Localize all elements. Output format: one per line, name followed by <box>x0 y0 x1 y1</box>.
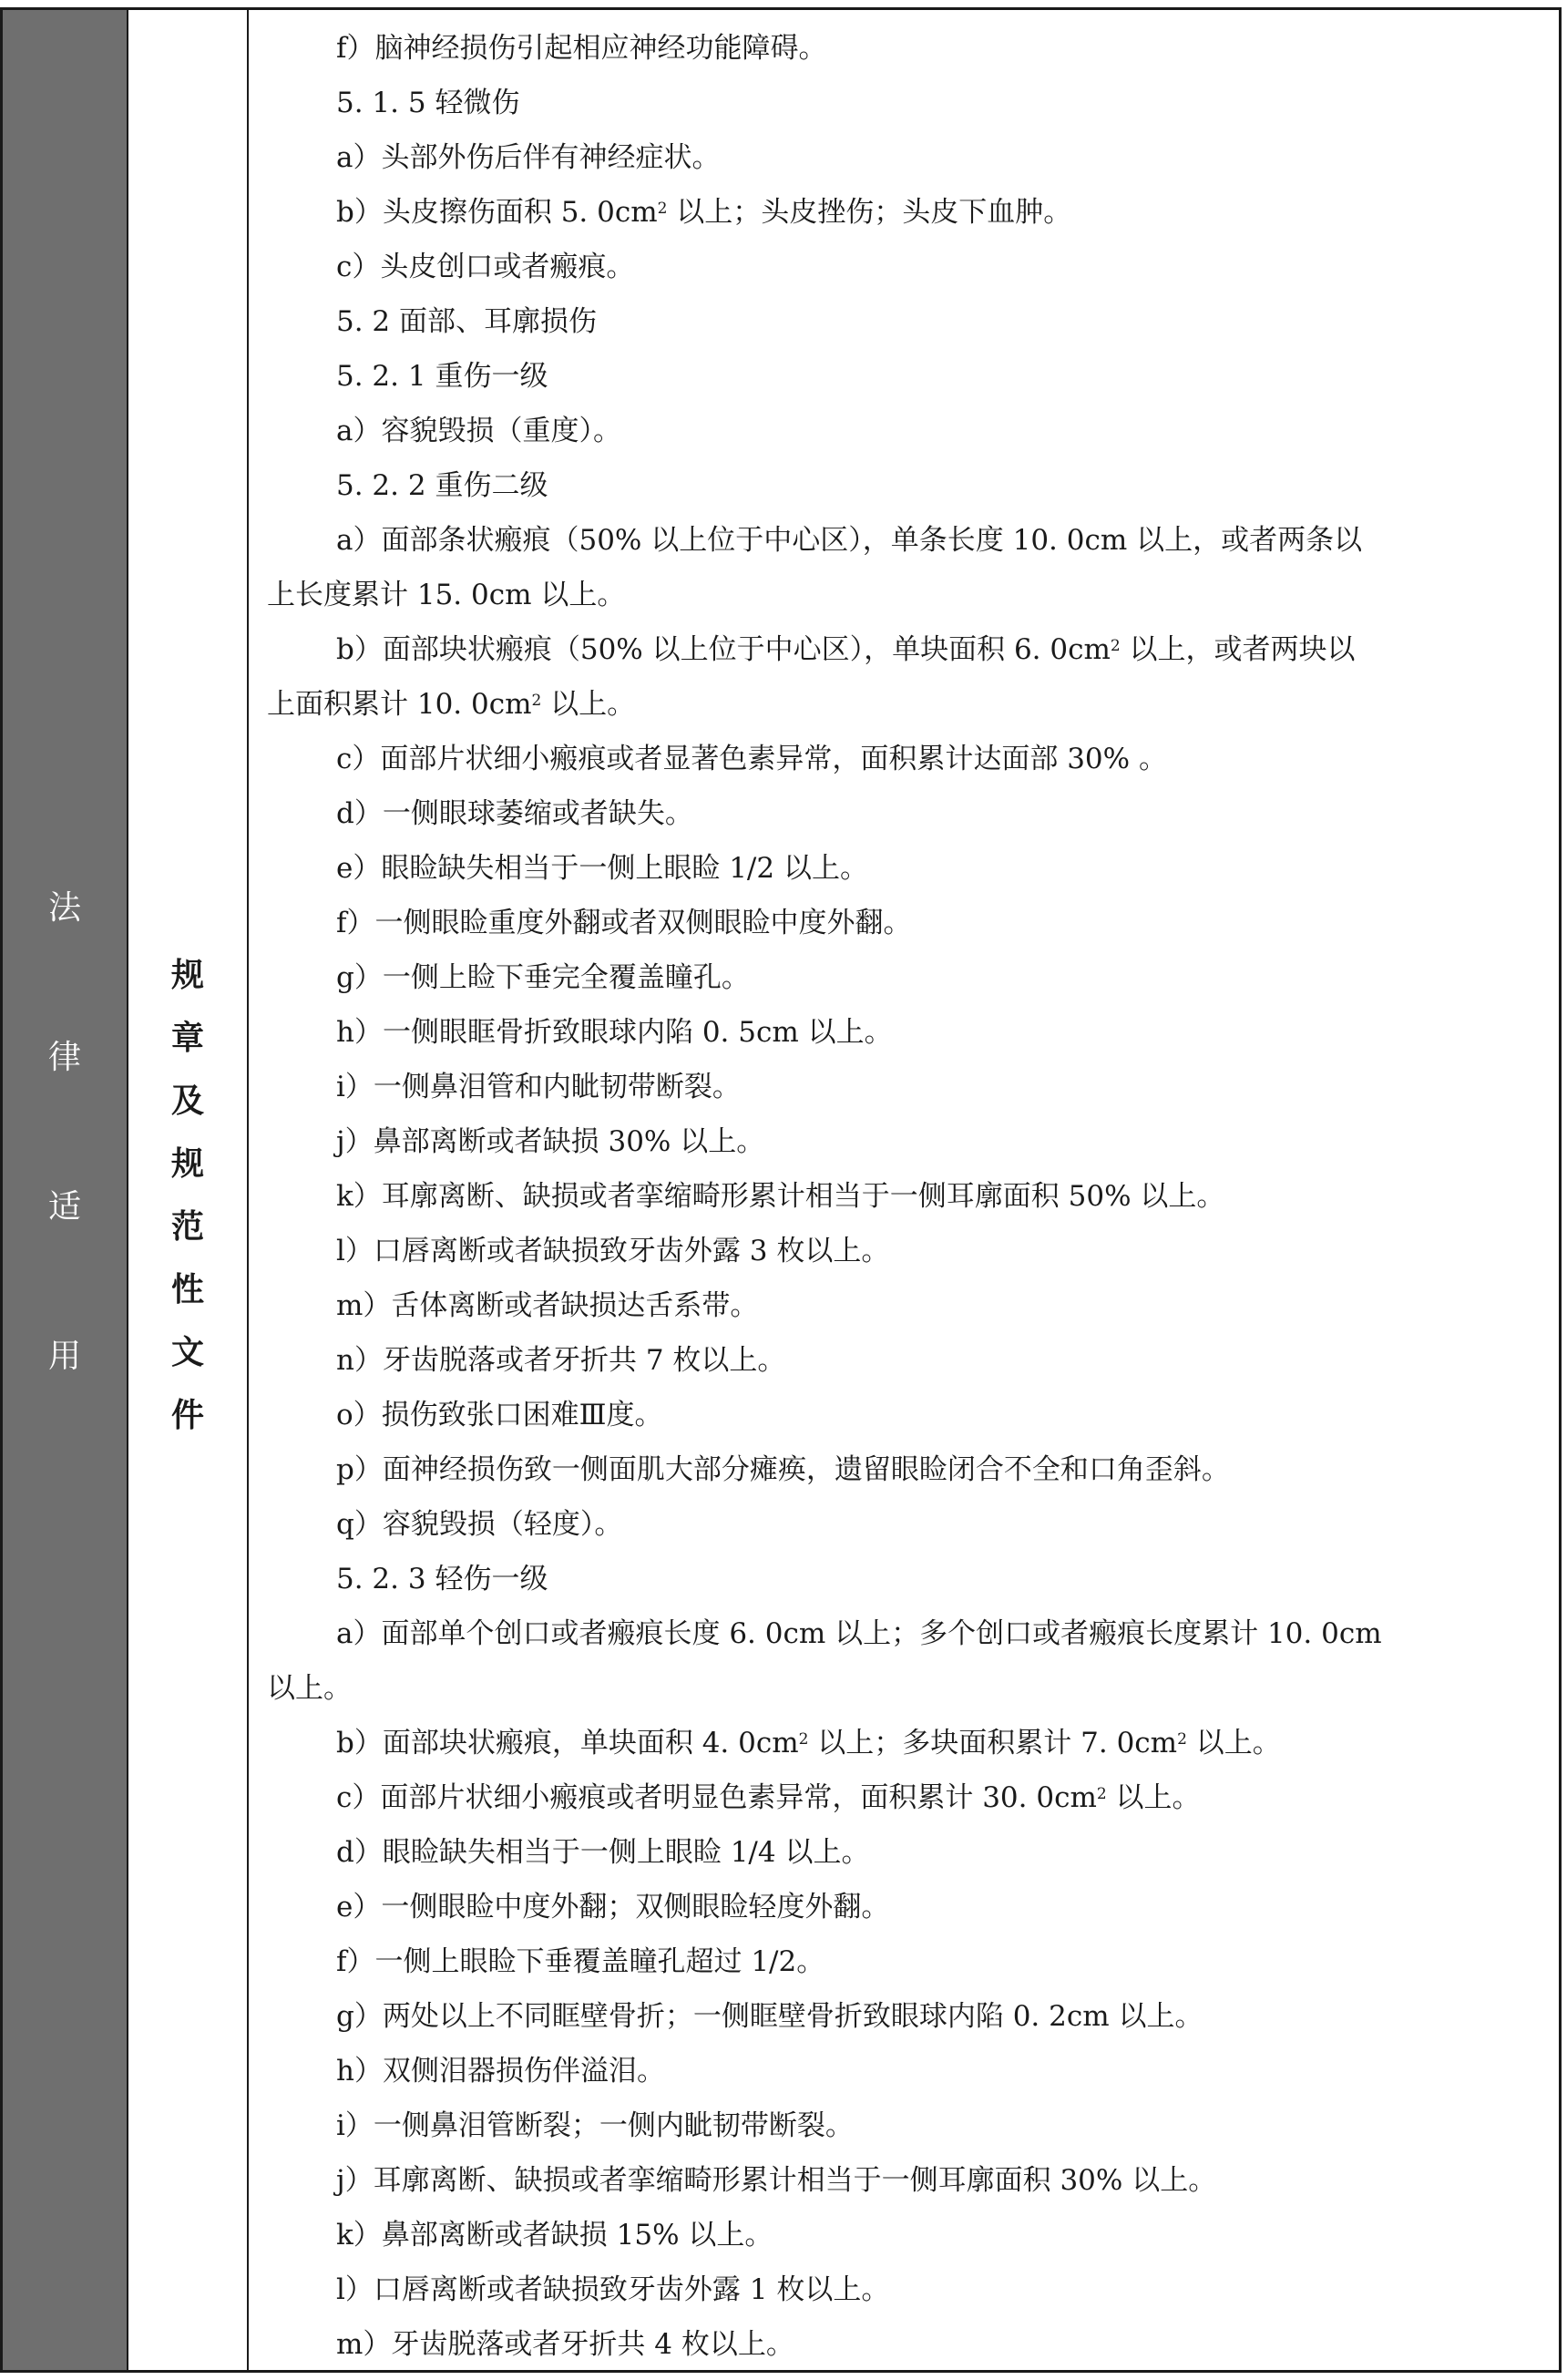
text-segment: a）头部外伤后伴有神经症状。 <box>336 141 721 174</box>
text-segment: 5. 2. 1 重伤一级 <box>336 360 548 393</box>
vertical-char: 律 <box>47 1039 81 1076</box>
text-segment: e）一侧眼睑中度外翻；双侧眼睑轻度外翻。 <box>336 1891 890 1923</box>
text-line <box>267 1989 1550 2044</box>
text-segment: 以上。 <box>1186 1727 1281 1759</box>
text-segment: b）头皮擦伤面积 5. 0cm <box>336 196 658 229</box>
text-line <box>267 2153 1550 2208</box>
text-segment: 5. 2 面部、耳廓损伤 <box>336 305 598 338</box>
text-line <box>267 1497 1550 1552</box>
text-segment: k）耳廓离断、缺损或者挛缩畸形累计相当于一侧耳廓面积 50% 以上。 <box>336 1180 1225 1213</box>
text-line <box>267 185 1550 240</box>
table-frame <box>0 7 1562 2373</box>
vertical-char: 件 <box>170 1397 204 1434</box>
text-segment: f）一侧上眼睑下垂覆盖瞳孔超过 1/2。 <box>336 1945 825 1978</box>
text-segment: 以上，或者两块以 <box>1120 633 1356 666</box>
text-line <box>267 1661 1550 1716</box>
text-line <box>267 21 1550 76</box>
text-segment: d）眼睑缺失相当于一侧上眼睑 1/4 以上。 <box>336 1836 870 1869</box>
text-line <box>267 1224 1550 1278</box>
vertical-char: 性 <box>170 1271 204 1308</box>
text-segment: l）口唇离断或者缺损致牙齿外露 3 枚以上。 <box>336 1235 890 1267</box>
text-line <box>267 950 1550 1005</box>
text-line <box>267 1825 1550 1880</box>
text-line <box>267 1060 1550 1114</box>
text-segment: 5. 2. 2 重伤二级 <box>336 469 548 502</box>
text-line <box>267 2317 1550 2372</box>
text-line <box>267 1278 1550 1333</box>
text-segment: c）面部片状细小瘢痕或者显著色素异常，面积累计达面部 30% 。 <box>336 743 1167 775</box>
text-line <box>267 841 1550 896</box>
superscript: 2 <box>1096 1785 1107 1803</box>
text-segment: n）牙齿脱落或者牙折共 7 枚以上。 <box>336 1344 786 1377</box>
text-segment: d）一侧眼球萎缩或者缺失。 <box>336 797 693 830</box>
text-line <box>267 568 1550 622</box>
text-segment: l）口唇离断或者缺损致牙齿外露 1 枚以上。 <box>336 2273 890 2306</box>
text-line <box>267 1552 1550 1606</box>
text-segment: i）一侧鼻泪管断裂；一侧内眦韧带断裂。 <box>336 2109 854 2142</box>
superscript: 2 <box>531 692 542 710</box>
superscript: 2 <box>1110 637 1121 655</box>
text-segment: f）脑神经损伤引起相应神经功能障碍。 <box>336 32 827 65</box>
text-line <box>267 1770 1550 1825</box>
text-segment: g）两处以上不同眶壁骨折；一侧眶壁骨折致眼球内陷 0. 2cm 以上。 <box>336 2000 1203 2033</box>
text-segment: m）舌体离断或者缺损达舌系带。 <box>336 1289 759 1322</box>
regulation-text <box>267 21 1550 2372</box>
category-label <box>3 889 127 1490</box>
text-segment: m）牙齿脱落或者牙折共 4 枚以上。 <box>336 2328 794 2361</box>
text-line <box>267 349 1550 404</box>
text-segment: j）鼻部离断或者缺损 30% 以上。 <box>336 1125 765 1158</box>
text-line <box>267 1333 1550 1388</box>
text-segment: 以上。 <box>1106 1781 1201 1814</box>
text-segment: 以上；多块面积累计 7. 0cm <box>808 1727 1178 1759</box>
text-line <box>267 896 1550 950</box>
text-segment: b）面部块状瘢痕（50% 以上位于中心区），单块面积 6. 0cm <box>336 633 1111 666</box>
text-line <box>267 1114 1550 1169</box>
text-line <box>267 294 1550 349</box>
text-segment: 以上。 <box>541 688 636 721</box>
vertical-char: 文 <box>170 1334 204 1371</box>
vertical-char: 规 <box>170 957 204 994</box>
text-line <box>267 1169 1550 1224</box>
text-line <box>267 1005 1550 1060</box>
text-line <box>267 1388 1550 1442</box>
vertical-char: 用 <box>47 1338 81 1375</box>
text-segment: p）面神经损伤致一侧面肌大部分瘫痪，遗留眼睑闭合不全和口角歪斜。 <box>336 1453 1230 1486</box>
superscript: 2 <box>657 200 668 218</box>
text-segment: a）容貌毁损（重度）。 <box>336 415 621 447</box>
category-column <box>3 10 128 2370</box>
text-segment: k）鼻部离断或者缺损 15% 以上。 <box>336 2219 773 2252</box>
text-line <box>267 1716 1550 1770</box>
text-line <box>267 2208 1550 2262</box>
text-segment: a）面部单个创口或者瘢痕长度 6. 0cm 以上；多个创口或者瘢痕长度累计 10. 0cm <box>336 1617 1382 1650</box>
text-segment: 上长度累计 15. 0cm 以上。 <box>267 579 626 611</box>
text-line <box>267 2262 1550 2317</box>
vertical-char: 规 <box>170 1145 204 1183</box>
text-line <box>267 130 1550 185</box>
text-line <box>267 404 1550 458</box>
vertical-char: 适 <box>47 1188 81 1226</box>
text-segment: h）一侧眼眶骨折致眼球内陷 0. 5cm 以上。 <box>336 1016 893 1049</box>
text-segment: b）面部块状瘢痕，单块面积 4. 0cm <box>336 1727 799 1759</box>
text-line <box>267 622 1550 677</box>
text-segment: c）面部片状细小瘢痕或者明显色素异常，面积累计 30. 0cm <box>336 1781 1097 1814</box>
text-line <box>267 2044 1550 2098</box>
text-line <box>267 677 1550 732</box>
text-segment: g）一侧上睑下垂完全覆盖瞳孔。 <box>336 961 750 994</box>
vertical-char: 及 <box>170 1082 204 1120</box>
text-segment: f）一侧眼睑重度外翻或者双侧眼睑中度外翻。 <box>336 907 912 939</box>
vertical-char: 章 <box>170 1020 204 1057</box>
text-line <box>267 2098 1550 2153</box>
vertical-char: 范 <box>170 1208 204 1246</box>
text-line <box>267 1880 1550 1934</box>
superscript: 2 <box>798 1730 809 1749</box>
text-segment: e）眼睑缺失相当于一侧上眼睑 1/2 以上。 <box>336 852 868 885</box>
text-line <box>267 1442 1550 1497</box>
text-segment: a）面部条状瘢痕（50% 以上位于中心区），单条长度 10. 0cm 以上，或者两条以 <box>336 524 1363 557</box>
text-segment: q）容貌毁损（轻度）。 <box>336 1508 623 1541</box>
text-line <box>267 1606 1550 1661</box>
vertical-char: 法 <box>47 889 81 927</box>
text-line <box>267 1934 1550 1989</box>
text-segment: h）双侧泪器损伤伴溢泪。 <box>336 2055 665 2088</box>
text-segment: j）耳廓离断、缺损或者挛缩畸形累计相当于一侧耳廓面积 30% 以上。 <box>336 2164 1217 2197</box>
text-segment: 以上。 <box>267 1672 352 1705</box>
text-line <box>267 458 1550 513</box>
text-segment: 5. 2. 3 轻伤一级 <box>336 1563 548 1595</box>
text-segment: c）头皮创口或者瘢痕。 <box>336 251 635 283</box>
text-segment: o）损伤致张口困难Ⅲ度。 <box>336 1399 663 1431</box>
subcategory-column <box>128 10 249 2370</box>
text-segment: 5. 1. 5 轻微伤 <box>336 87 520 119</box>
subcategory-label <box>128 959 247 1462</box>
text-line <box>267 76 1550 130</box>
text-segment: 以上；头皮挫伤；头皮下血肿。 <box>667 196 1072 229</box>
text-segment: 上面积累计 10. 0cm <box>267 688 532 721</box>
text-line <box>267 513 1550 568</box>
text-line <box>267 240 1550 294</box>
text-line <box>267 732 1550 786</box>
text-line <box>267 786 1550 841</box>
superscript: 2 <box>1177 1730 1187 1749</box>
text-segment: i）一侧鼻泪管和内眦韧带断裂。 <box>336 1071 741 1103</box>
